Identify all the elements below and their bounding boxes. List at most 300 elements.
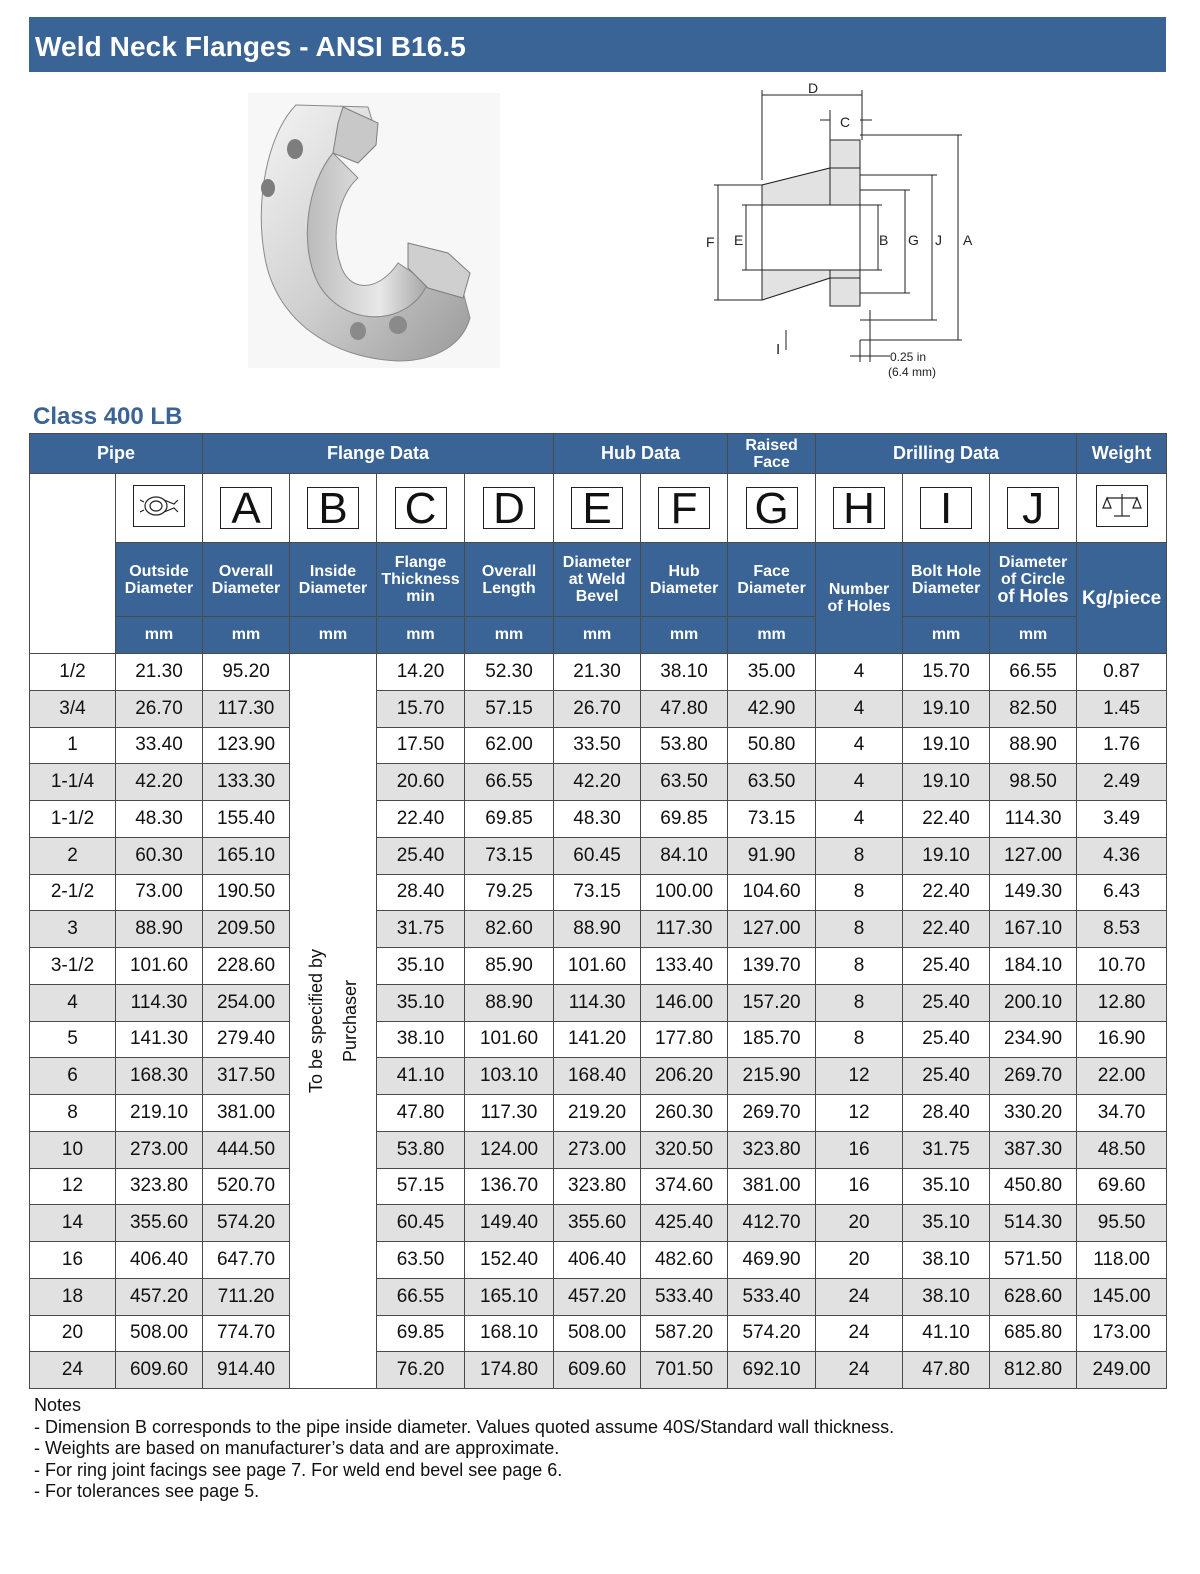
cell-flange-thickness: 60.45 bbox=[377, 1205, 465, 1242]
cell-number-of-holes: 16 bbox=[816, 1168, 903, 1205]
purchaser-line1: To be specified by bbox=[306, 948, 327, 1094]
cell-weight-kg: 4.36 bbox=[1077, 837, 1167, 874]
cell-hub-diameter: 47.80 bbox=[641, 690, 728, 727]
cell-overall-length: 62.00 bbox=[465, 727, 554, 764]
cell-weight-kg: 0.87 bbox=[1077, 654, 1167, 691]
cell-face-diameter: 574.20 bbox=[728, 1315, 816, 1352]
cell-weight-kg: 6.43 bbox=[1077, 874, 1167, 911]
cell-flange-thickness: 25.40 bbox=[377, 837, 465, 874]
scale-icon-cell bbox=[1077, 474, 1167, 543]
group-pipe: Pipe bbox=[30, 434, 203, 474]
cell-weight-kg: 69.60 bbox=[1077, 1168, 1167, 1205]
cell-overall-diameter: 647.70 bbox=[203, 1242, 290, 1279]
cell-circle-of-holes: 514.30 bbox=[990, 1205, 1077, 1242]
cell-number-of-holes: 12 bbox=[816, 1095, 903, 1132]
cell-bolt-hole-diameter: 19.10 bbox=[903, 727, 990, 764]
dimension-table bbox=[29, 433, 1167, 1389]
cell-weld-bevel-diameter: 406.40 bbox=[554, 1242, 641, 1279]
cell-outside-diameter: 508.00 bbox=[116, 1315, 203, 1352]
cell-overall-length: 168.10 bbox=[465, 1315, 554, 1352]
cell-overall-diameter: 317.50 bbox=[203, 1058, 290, 1095]
cell-overall-length: 73.15 bbox=[465, 837, 554, 874]
class-heading: Class 400 LB bbox=[33, 403, 183, 430]
cell-outside-diameter: 21.30 bbox=[116, 654, 203, 691]
cell-overall-length: 82.60 bbox=[465, 911, 554, 948]
cell-face-diameter: 73.15 bbox=[728, 801, 816, 838]
letter-h: H bbox=[833, 487, 885, 529]
cell-nominal-size: 6 bbox=[30, 1058, 116, 1095]
cell-overall-length: 52.30 bbox=[465, 654, 554, 691]
cell-number-of-holes: 4 bbox=[816, 690, 903, 727]
table-row bbox=[30, 1315, 1167, 1352]
cell-outside-diameter: 168.30 bbox=[116, 1058, 203, 1095]
nominal-label-line2: Size bbox=[74, 545, 95, 582]
cell-outside-diameter: 273.00 bbox=[116, 1131, 203, 1168]
cell-flange-thickness: 63.50 bbox=[377, 1242, 465, 1279]
letter-j: J bbox=[1007, 487, 1059, 529]
note-item: - Dimension B corresponds to the pipe inside diameter. Values quoted assume 40S/Standard wall thickness. bbox=[34, 1416, 895, 1437]
cell-number-of-holes: 16 bbox=[816, 1131, 903, 1168]
cell-bolt-hole-diameter: 19.10 bbox=[903, 837, 990, 874]
cell-overall-diameter: 228.60 bbox=[203, 948, 290, 985]
cell-weight-kg: 48.50 bbox=[1077, 1131, 1167, 1168]
cell-weight-kg: 2.49 bbox=[1077, 764, 1167, 801]
cell-nominal-size: 3/4 bbox=[30, 690, 116, 727]
cell-number-of-holes: 8 bbox=[816, 874, 903, 911]
table-row bbox=[30, 1352, 1167, 1389]
note-item: - Weights are based on manufacturer’s data and are approximate. bbox=[34, 1438, 560, 1458]
cell-overall-length: 124.00 bbox=[465, 1131, 554, 1168]
letter-c: C bbox=[395, 487, 447, 529]
cell-nominal-size: 8 bbox=[30, 1095, 116, 1132]
offset-note-2: (6.4 mm) bbox=[888, 365, 936, 379]
cell-hub-diameter: 260.30 bbox=[641, 1095, 728, 1132]
title-bar bbox=[29, 17, 1166, 72]
cell-nominal-size: 3 bbox=[30, 911, 116, 948]
cell-number-of-holes: 4 bbox=[816, 801, 903, 838]
cell-nominal-size: 20 bbox=[30, 1315, 116, 1352]
note-item: - For ring joint facings see page 7. For weld end bevel see page 6. bbox=[34, 1459, 563, 1480]
cell-bolt-hole-diameter: 31.75 bbox=[903, 1131, 990, 1168]
cell-bolt-hole-diameter: 38.10 bbox=[903, 1278, 990, 1315]
cell-face-diameter: 104.60 bbox=[728, 874, 816, 911]
cell-circle-of-holes: 330.20 bbox=[990, 1095, 1077, 1132]
cell-face-diameter: 127.00 bbox=[728, 911, 816, 948]
cell-weld-bevel-diameter: 609.60 bbox=[554, 1352, 641, 1389]
cell-hub-diameter: 701.50 bbox=[641, 1352, 728, 1389]
cell-outside-diameter: 406.40 bbox=[116, 1242, 203, 1279]
cell-weight-kg: 34.70 bbox=[1077, 1095, 1167, 1132]
cell-bolt-hole-diameter: 25.40 bbox=[903, 984, 990, 1021]
letter-i-cell bbox=[903, 474, 990, 543]
cell-weight-kg: 16.90 bbox=[1077, 1021, 1167, 1058]
cell-overall-length: 85.90 bbox=[465, 948, 554, 985]
cell-weight-kg: 249.00 bbox=[1077, 1352, 1167, 1389]
cell-number-of-holes: 4 bbox=[816, 727, 903, 764]
desc-overall-diameter: Overall Diameter bbox=[203, 543, 290, 617]
table-row bbox=[30, 911, 1167, 948]
cell-overall-length: 79.25 bbox=[465, 874, 554, 911]
unit-g: mm bbox=[641, 617, 728, 654]
cell-weld-bevel-diameter: 60.45 bbox=[554, 837, 641, 874]
pipe-icon-cell bbox=[116, 474, 203, 543]
cell-overall-diameter: 574.20 bbox=[203, 1205, 290, 1242]
cell-outside-diameter: 323.80 bbox=[116, 1168, 203, 1205]
cell-bolt-hole-diameter: 35.10 bbox=[903, 1168, 990, 1205]
unit-e: mm bbox=[465, 617, 554, 654]
cell-flange-thickness: 22.40 bbox=[377, 801, 465, 838]
cell-face-diameter: 157.20 bbox=[728, 984, 816, 1021]
cell-outside-diameter: 101.60 bbox=[116, 948, 203, 985]
cell-overall-diameter: 254.00 bbox=[203, 984, 290, 1021]
desc-diameter-weld-bevel: Diameter at Weld Bevel bbox=[554, 543, 641, 617]
unit-b: mm bbox=[203, 617, 290, 654]
desc-outside-diameter: Outside Diameter bbox=[116, 543, 203, 617]
desc-inside-diameter: Inside Diameter bbox=[290, 543, 377, 617]
cell-weld-bevel-diameter: 21.30 bbox=[554, 654, 641, 691]
table-row bbox=[30, 1021, 1167, 1058]
cell-hub-diameter: 133.40 bbox=[641, 948, 728, 985]
cell-flange-thickness: 53.80 bbox=[377, 1131, 465, 1168]
cell-hub-diameter: 146.00 bbox=[641, 984, 728, 1021]
unit-h: mm bbox=[728, 617, 816, 654]
cell-bolt-hole-diameter: 22.40 bbox=[903, 874, 990, 911]
cell-number-of-holes: 4 bbox=[816, 764, 903, 801]
cell-outside-diameter: 48.30 bbox=[116, 801, 203, 838]
cell-weld-bevel-diameter: 273.00 bbox=[554, 1131, 641, 1168]
cell-circle-of-holes: 571.50 bbox=[990, 1242, 1077, 1279]
cell-weld-bevel-diameter: 141.20 bbox=[554, 1021, 641, 1058]
table-row bbox=[30, 874, 1167, 911]
cell-overall-length: 101.60 bbox=[465, 1021, 554, 1058]
cell-bolt-hole-diameter: 22.40 bbox=[903, 911, 990, 948]
note-item: - For tolerances see page 5. bbox=[34, 1481, 260, 1501]
cell-circle-of-holes: 269.70 bbox=[990, 1058, 1077, 1095]
cell-overall-diameter: 444.50 bbox=[203, 1131, 290, 1168]
cell-bolt-hole-diameter: 47.80 bbox=[903, 1352, 990, 1389]
letter-a: A bbox=[220, 487, 272, 529]
dim-label-f: F bbox=[706, 234, 715, 250]
cell-circle-of-holes: 149.30 bbox=[990, 874, 1077, 911]
cell-overall-diameter: 520.70 bbox=[203, 1168, 290, 1205]
unit-i: mm bbox=[903, 617, 990, 654]
pipe-icon bbox=[133, 485, 185, 527]
cell-overall-diameter: 155.40 bbox=[203, 801, 290, 838]
cell-weld-bevel-diameter: 457.20 bbox=[554, 1278, 641, 1315]
cell-overall-length: 174.80 bbox=[465, 1352, 554, 1389]
group-drilling-data: Drilling Data bbox=[816, 434, 1077, 474]
letter-b-cell bbox=[290, 474, 377, 543]
cell-face-diameter: 42.90 bbox=[728, 690, 816, 727]
table-row bbox=[30, 1242, 1167, 1279]
cell-nominal-size: 2 bbox=[30, 837, 116, 874]
cell-flange-thickness: 66.55 bbox=[377, 1278, 465, 1315]
cell-flange-thickness: 14.20 bbox=[377, 654, 465, 691]
cell-nominal-size: 1 bbox=[30, 727, 116, 764]
cell-hub-diameter: 38.10 bbox=[641, 654, 728, 691]
cell-weld-bevel-diameter: 168.40 bbox=[554, 1058, 641, 1095]
cell-hub-diameter: 177.80 bbox=[641, 1021, 728, 1058]
cell-face-diameter: 185.70 bbox=[728, 1021, 816, 1058]
cell-overall-diameter: 133.30 bbox=[203, 764, 290, 801]
cell-circle-of-holes: 127.00 bbox=[990, 837, 1077, 874]
dim-label-j: J bbox=[935, 232, 942, 248]
desc-hub-diameter: Hub Diameter bbox=[641, 543, 728, 617]
unit-a: mm bbox=[116, 617, 203, 654]
letter-h-cell bbox=[816, 474, 903, 543]
cell-overall-length: 103.10 bbox=[465, 1058, 554, 1095]
cell-weld-bevel-diameter: 323.80 bbox=[554, 1168, 641, 1205]
cell-overall-diameter: 279.40 bbox=[203, 1021, 290, 1058]
dim-label-g: G bbox=[908, 232, 919, 248]
offset-note-1: 0.25 in bbox=[890, 350, 927, 364]
cell-outside-diameter: 355.60 bbox=[116, 1205, 203, 1242]
letter-d: D bbox=[483, 487, 535, 529]
table-row bbox=[30, 984, 1167, 1021]
notes bbox=[34, 1395, 894, 1503]
letter-g: G bbox=[746, 487, 798, 529]
group-weight: Weight bbox=[1077, 434, 1167, 474]
cell-circle-of-holes: 98.50 bbox=[990, 764, 1077, 801]
cell-overall-diameter: 123.90 bbox=[203, 727, 290, 764]
raised-face-line1: Raised bbox=[745, 436, 798, 454]
cell-overall-diameter: 381.00 bbox=[203, 1095, 290, 1132]
cell-nominal-size: 18 bbox=[30, 1278, 116, 1315]
cell-overall-diameter: 165.10 bbox=[203, 837, 290, 874]
cell-nominal-size: 4 bbox=[30, 984, 116, 1021]
letter-e-cell bbox=[554, 474, 641, 543]
raised-face-line2: Face bbox=[753, 453, 790, 471]
cell-weight-kg: 173.00 bbox=[1077, 1315, 1167, 1352]
inside-diameter-purchaser-cell bbox=[290, 654, 377, 1389]
cell-bolt-hole-diameter: 15.70 bbox=[903, 654, 990, 691]
cell-hub-diameter: 587.20 bbox=[641, 1315, 728, 1352]
cell-weld-bevel-diameter: 114.30 bbox=[554, 984, 641, 1021]
cell-overall-length: 66.55 bbox=[465, 764, 554, 801]
cell-flange-thickness: 38.10 bbox=[377, 1021, 465, 1058]
unit-f: mm bbox=[554, 617, 641, 654]
cell-bolt-hole-diameter: 19.10 bbox=[903, 764, 990, 801]
cell-hub-diameter: 100.00 bbox=[641, 874, 728, 911]
cell-flange-thickness: 47.80 bbox=[377, 1095, 465, 1132]
cell-flange-thickness: 28.40 bbox=[377, 874, 465, 911]
table-row bbox=[30, 1205, 1167, 1242]
notes-heading: Notes bbox=[34, 1395, 82, 1415]
cell-weight-kg: 145.00 bbox=[1077, 1278, 1167, 1315]
letter-c-cell bbox=[377, 474, 465, 543]
desc-kg-per-piece: Kg/piece bbox=[1077, 543, 1167, 654]
cell-weight-kg: 10.70 bbox=[1077, 948, 1167, 985]
flange-photo bbox=[248, 93, 500, 368]
cell-bolt-hole-diameter: 35.10 bbox=[903, 1205, 990, 1242]
cell-hub-diameter: 482.60 bbox=[641, 1242, 728, 1279]
cell-circle-of-holes: 200.10 bbox=[990, 984, 1077, 1021]
cell-flange-thickness: 35.10 bbox=[377, 948, 465, 985]
cell-weld-bevel-diameter: 219.20 bbox=[554, 1095, 641, 1132]
cell-nominal-size: 3-1/2 bbox=[30, 948, 116, 985]
cell-number-of-holes: 24 bbox=[816, 1315, 903, 1352]
cell-outside-diameter: 219.10 bbox=[116, 1095, 203, 1132]
cell-flange-thickness: 20.60 bbox=[377, 764, 465, 801]
cell-outside-diameter: 73.00 bbox=[116, 874, 203, 911]
table-row bbox=[30, 727, 1167, 764]
cell-hub-diameter: 53.80 bbox=[641, 727, 728, 764]
cell-overall-length: 117.30 bbox=[465, 1095, 554, 1132]
cell-outside-diameter: 33.40 bbox=[116, 727, 203, 764]
table-row bbox=[30, 690, 1167, 727]
cell-weight-kg: 118.00 bbox=[1077, 1242, 1167, 1279]
cell-hub-diameter: 374.60 bbox=[641, 1168, 728, 1205]
cell-circle-of-holes: 114.30 bbox=[990, 801, 1077, 838]
cell-face-diameter: 91.90 bbox=[728, 837, 816, 874]
cell-bolt-hole-diameter: 38.10 bbox=[903, 1242, 990, 1279]
cell-outside-diameter: 609.60 bbox=[116, 1352, 203, 1389]
letter-f: F bbox=[658, 487, 710, 529]
dim-label-c: C bbox=[840, 114, 851, 130]
cell-flange-thickness: 31.75 bbox=[377, 911, 465, 948]
cell-circle-of-holes: 812.80 bbox=[990, 1352, 1077, 1389]
table-row bbox=[30, 801, 1167, 838]
cell-circle-of-holes: 234.90 bbox=[990, 1021, 1077, 1058]
cell-bolt-hole-diameter: 25.40 bbox=[903, 1058, 990, 1095]
cell-weld-bevel-diameter: 26.70 bbox=[554, 690, 641, 727]
cell-flange-thickness: 57.15 bbox=[377, 1168, 465, 1205]
cell-overall-diameter: 117.30 bbox=[203, 690, 290, 727]
cell-circle-of-holes: 450.80 bbox=[990, 1168, 1077, 1205]
table-row bbox=[30, 948, 1167, 985]
cell-flange-thickness: 35.10 bbox=[377, 984, 465, 1021]
cell-face-diameter: 469.90 bbox=[728, 1242, 816, 1279]
unit-d: mm bbox=[377, 617, 465, 654]
dim-label-i: I bbox=[776, 341, 781, 358]
cell-number-of-holes: 8 bbox=[816, 1021, 903, 1058]
letter-i: I bbox=[920, 487, 972, 529]
cell-number-of-holes: 20 bbox=[816, 1205, 903, 1242]
cell-hub-diameter: 69.85 bbox=[641, 801, 728, 838]
cell-bolt-hole-diameter: 41.10 bbox=[903, 1315, 990, 1352]
group-flange-data: Flange Data bbox=[203, 434, 554, 474]
cell-nominal-size: 14 bbox=[30, 1205, 116, 1242]
letter-e: E bbox=[571, 487, 623, 529]
page-title: Weld Neck Flanges - ANSI B16.5 bbox=[35, 31, 466, 62]
desc-flange-thickness: Flange Thickness min bbox=[377, 543, 465, 617]
cell-outside-diameter: 457.20 bbox=[116, 1278, 203, 1315]
cell-circle-of-holes: 167.10 bbox=[990, 911, 1077, 948]
dim-label-b: B bbox=[879, 232, 889, 248]
cell-overall-diameter: 209.50 bbox=[203, 911, 290, 948]
cell-overall-diameter: 774.70 bbox=[203, 1315, 290, 1352]
cell-overall-length: 69.85 bbox=[465, 801, 554, 838]
cell-number-of-holes: 20 bbox=[816, 1242, 903, 1279]
cell-number-of-holes: 4 bbox=[816, 654, 903, 691]
cell-face-diameter: 50.80 bbox=[728, 727, 816, 764]
desc-number-of-holes: Number of Holes bbox=[816, 543, 903, 654]
cell-hub-diameter: 63.50 bbox=[641, 764, 728, 801]
cell-weld-bevel-diameter: 88.90 bbox=[554, 911, 641, 948]
scale-icon bbox=[1096, 485, 1148, 527]
cell-outside-diameter: 26.70 bbox=[116, 690, 203, 727]
desc-overall-length: Overall Length bbox=[465, 543, 554, 617]
cell-face-diameter: 381.00 bbox=[728, 1168, 816, 1205]
cell-outside-diameter: 114.30 bbox=[116, 984, 203, 1021]
cell-face-diameter: 269.70 bbox=[728, 1095, 816, 1132]
table-row bbox=[30, 837, 1167, 874]
cell-circle-of-holes: 66.55 bbox=[990, 654, 1077, 691]
table-row bbox=[30, 764, 1167, 801]
cell-overall-diameter: 914.40 bbox=[203, 1352, 290, 1389]
cell-circle-of-holes: 184.10 bbox=[990, 948, 1077, 985]
cell-flange-thickness: 69.85 bbox=[377, 1315, 465, 1352]
cell-hub-diameter: 533.40 bbox=[641, 1278, 728, 1315]
cell-weld-bevel-diameter: 508.00 bbox=[554, 1315, 641, 1352]
cell-face-diameter: 323.80 bbox=[728, 1131, 816, 1168]
cell-overall-length: 88.90 bbox=[465, 984, 554, 1021]
cell-weight-kg: 1.76 bbox=[1077, 727, 1167, 764]
cell-circle-of-holes: 387.30 bbox=[990, 1131, 1077, 1168]
cell-hub-diameter: 320.50 bbox=[641, 1131, 728, 1168]
cell-face-diameter: 533.40 bbox=[728, 1278, 816, 1315]
cell-face-diameter: 63.50 bbox=[728, 764, 816, 801]
cell-nominal-size: 10 bbox=[30, 1131, 116, 1168]
table-row bbox=[30, 654, 1167, 691]
group-hub-data: Hub Data bbox=[554, 434, 728, 474]
cell-weld-bevel-diameter: 355.60 bbox=[554, 1205, 641, 1242]
cell-number-of-holes: 8 bbox=[816, 984, 903, 1021]
cell-nominal-size: 1-1/4 bbox=[30, 764, 116, 801]
cell-number-of-holes: 12 bbox=[816, 1058, 903, 1095]
table-row bbox=[30, 1131, 1167, 1168]
cell-weld-bevel-diameter: 73.15 bbox=[554, 874, 641, 911]
letter-g-cell bbox=[728, 474, 816, 543]
cell-number-of-holes: 24 bbox=[816, 1278, 903, 1315]
cell-number-of-holes: 8 bbox=[816, 948, 903, 985]
cell-weight-kg: 12.80 bbox=[1077, 984, 1167, 1021]
cell-outside-diameter: 141.30 bbox=[116, 1021, 203, 1058]
cell-number-of-holes: 8 bbox=[816, 837, 903, 874]
cell-overall-length: 57.15 bbox=[465, 690, 554, 727]
cell-circle-of-holes: 88.90 bbox=[990, 727, 1077, 764]
desc-circle-of-holes: Diameter of Circle of Holes bbox=[990, 543, 1077, 617]
dim-label-a: A bbox=[963, 232, 973, 248]
dim-label-e: E bbox=[734, 232, 744, 248]
cell-weld-bevel-diameter: 42.20 bbox=[554, 764, 641, 801]
cell-face-diameter: 35.00 bbox=[728, 654, 816, 691]
desc-face-diameter: Face Diameter bbox=[728, 543, 816, 617]
cell-bolt-hole-diameter: 25.40 bbox=[903, 1021, 990, 1058]
cell-bolt-hole-diameter: 25.40 bbox=[903, 948, 990, 985]
table-body bbox=[30, 654, 1167, 1389]
cell-nominal-size: 12 bbox=[30, 1168, 116, 1205]
cell-nominal-size: 24 bbox=[30, 1352, 116, 1389]
cell-overall-diameter: 190.50 bbox=[203, 874, 290, 911]
cell-overall-length: 152.40 bbox=[465, 1242, 554, 1279]
cell-weld-bevel-diameter: 101.60 bbox=[554, 948, 641, 985]
cell-face-diameter: 412.70 bbox=[728, 1205, 816, 1242]
cell-face-diameter: 139.70 bbox=[728, 948, 816, 985]
cell-flange-thickness: 76.20 bbox=[377, 1352, 465, 1389]
cell-circle-of-holes: 82.50 bbox=[990, 690, 1077, 727]
cell-nominal-size: 1/2 bbox=[30, 654, 116, 691]
cell-face-diameter: 215.90 bbox=[728, 1058, 816, 1095]
cell-outside-diameter: 88.90 bbox=[116, 911, 203, 948]
cell-weight-kg: 95.50 bbox=[1077, 1205, 1167, 1242]
letter-j-cell bbox=[990, 474, 1077, 543]
cell-number-of-holes: 24 bbox=[816, 1352, 903, 1389]
cell-circle-of-holes: 628.60 bbox=[990, 1278, 1077, 1315]
cell-flange-thickness: 41.10 bbox=[377, 1058, 465, 1095]
cell-flange-thickness: 15.70 bbox=[377, 690, 465, 727]
dim-label-d: D bbox=[808, 80, 819, 96]
